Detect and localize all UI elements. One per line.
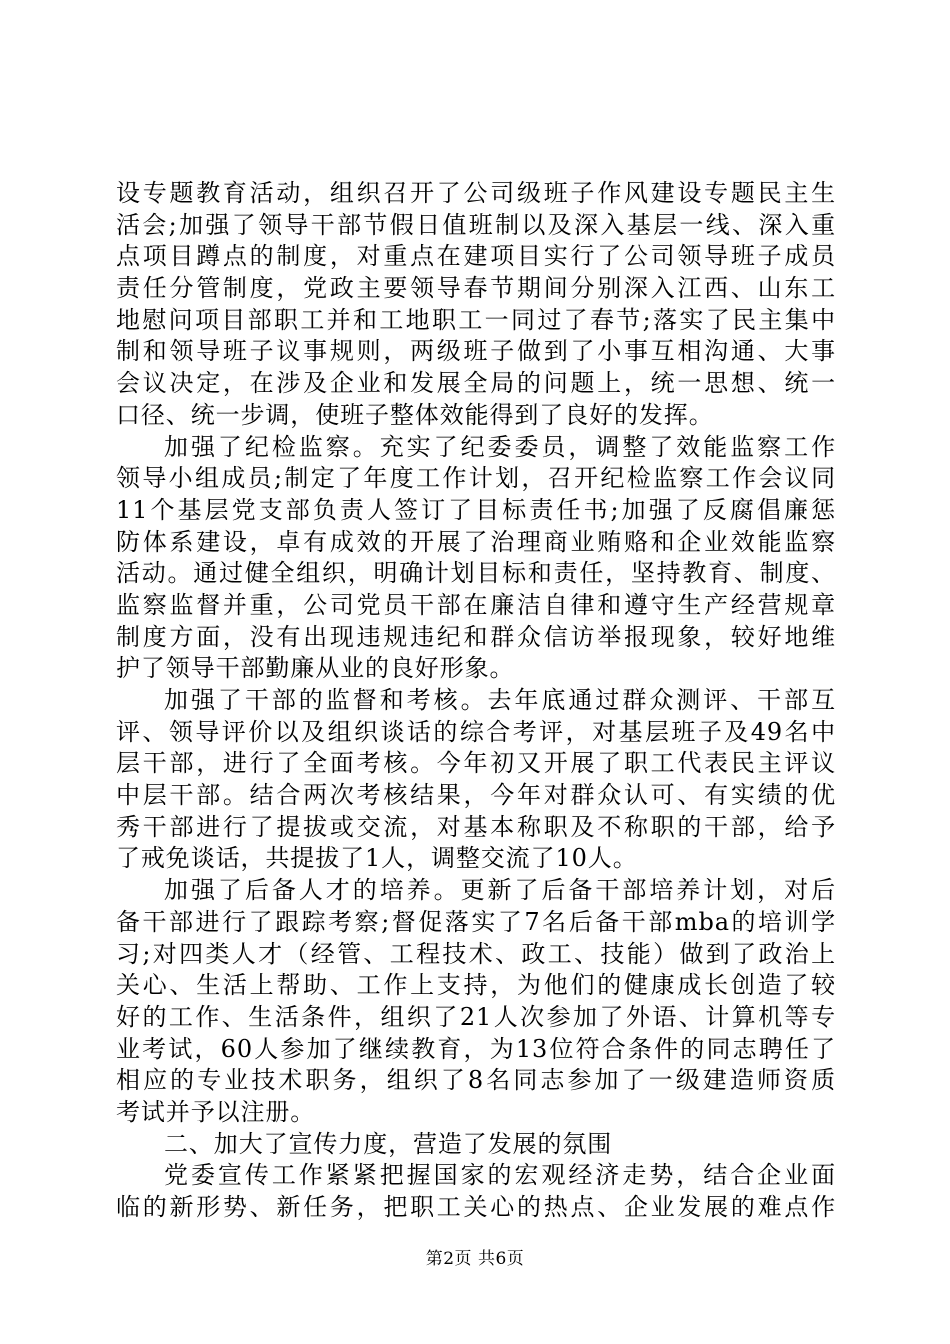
text-line: 业考试，60人参加了继续教育，为13位符合条件的同志聘任了 bbox=[116, 1034, 836, 1063]
text-line: 活动。通过健全组织，明确计划目标和责任，坚持教育、制度、 bbox=[116, 559, 836, 588]
text-line: 11个基层党支部负责人签订了目标责任书;加强了反腐倡廉惩 bbox=[116, 495, 836, 524]
text-line: 好的工作、生活条件，组织了21人次参加了外语、计算机等专 bbox=[116, 1002, 836, 1031]
text-line: 党委宣传工作紧紧把握国家的宏观经济走势，结合企业面 bbox=[164, 1161, 836, 1190]
text-line: 习;对四类人才（经管、工程技术、政工、技能）做到了政治上 bbox=[116, 939, 836, 968]
text-line: 加强了干部的监督和考核。去年底通过群众测评、干部互 bbox=[164, 686, 836, 714]
text-line: 口径、统一步调，使班子整体效能得到了良好的发挥。 bbox=[116, 400, 714, 429]
page-footer: 第2页 共6页 bbox=[425, 1249, 525, 1269]
text-line: 了戒免谈话，共提拔了1人，调整交流了10人。 bbox=[116, 844, 638, 873]
text-line: 考试并予以注册。 bbox=[116, 1097, 316, 1126]
text-line: 加强了后备人才的培养。更新了后备干部培养计划，对后 bbox=[164, 876, 836, 905]
text-line: 关心、生活上帮助、工作上支持，为他们的健康成长创造了较 bbox=[116, 971, 836, 1000]
text-line: 加强了纪检监察。充实了纪委委员，调整了效能监察工作 bbox=[164, 432, 836, 461]
text-line: 监察监督并重，公司党员干部在廉洁自律和遵守生产经营规章 bbox=[116, 590, 836, 619]
text-line: 评、领导评价以及组织谈话的综合考评，对基层班子及49名中 bbox=[116, 717, 836, 746]
text-line: 中层干部。结合两次考核结果，今年对群众认可、有实绩的优 bbox=[116, 781, 836, 810]
text-line: 会议决定，在涉及企业和发展全局的问题上，统一思想、统一 bbox=[116, 369, 836, 398]
text-line: 制度方面，没有出现违规违纪和群众信访举报现象，较好地维 bbox=[116, 622, 836, 651]
document-body bbox=[116, 178, 836, 1224]
text-line: 相应的专业技术职务，组织了8名同志参加了一级建造师资质 bbox=[116, 1066, 836, 1095]
text-line: 领导小组成员;制定了年度工作计划，召开纪检监察工作会议同 bbox=[116, 464, 836, 493]
text-line: 秀干部进行了提拔或交流，对基本称职及不称职的干部，给予 bbox=[116, 812, 836, 841]
text-line: 地慰问项目部职工并和工地职工一同过了春节;落实了民主集中 bbox=[116, 305, 836, 334]
text-line: 防体系建设，卓有成效的开展了治理商业贿赂和企业效能监察 bbox=[116, 527, 836, 556]
text-line: 二、加大了宣传力度，营造了发展的氛围 bbox=[164, 1129, 613, 1158]
text-line: 点项目蹲点的制度，对重点在建项目实行了公司领导班子成员 bbox=[116, 242, 836, 271]
text-line: 责任分管制度，党政主要领导春节期间分别深入江西、山东工 bbox=[116, 274, 836, 303]
text-line: 活会;加强了领导干部节假日值班制以及深入基层一线、深入重 bbox=[116, 210, 836, 239]
text-line: 临的新形势、新任务，把职工关心的热点、企业发展的难点作 bbox=[116, 1193, 836, 1221]
text-line: 护了领导干部勤廉从业的良好形象。 bbox=[116, 654, 515, 683]
text-line: 备干部进行了跟踪考察;督促落实了7名后备干部mba的培训学 bbox=[116, 907, 836, 936]
text-line: 制和领导班子议事规则，两级班子做到了小事互相沟通、大事 bbox=[116, 337, 836, 366]
text-line: 设专题教育活动，组织召开了公司级班子作风建设专题民主生 bbox=[116, 179, 836, 207]
text-line: 层干部，进行了全面考核。今年初又开展了职工代表民主评议 bbox=[116, 749, 836, 778]
